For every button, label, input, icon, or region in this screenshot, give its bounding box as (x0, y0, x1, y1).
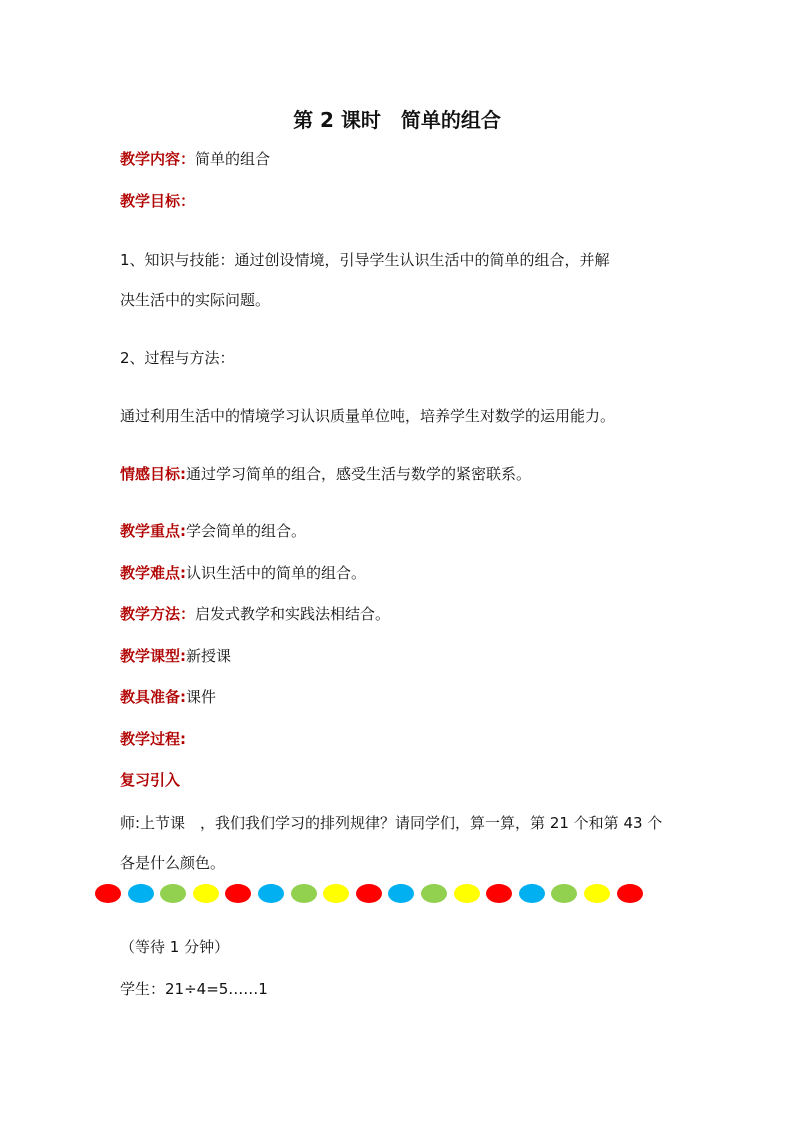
goal1-line1: 1、知识与技能：通过创设情境，引导学生认识生活中的简单的组合，并解 (120, 251, 610, 269)
goal1-line2: 决生活中的实际问题。 (120, 291, 271, 309)
teaching-content-text: 简单的组合 (195, 150, 271, 168)
method-text: 启发式教学和实践法相结合。 (195, 605, 391, 623)
emotion-goal-line (120, 464, 531, 484)
color-dot (486, 884, 512, 903)
color-dot (193, 884, 219, 903)
difficulty-label: 教学难点: (120, 564, 186, 582)
color-dot (95, 884, 121, 903)
tools-line (120, 687, 216, 707)
method-line (120, 604, 390, 624)
wait-line: （等待 1 分钟） (120, 938, 230, 956)
color-dot (454, 884, 480, 903)
color-dot (258, 884, 284, 903)
teacher-line2: 各是什么颜色。 (120, 854, 226, 872)
keypoint-label: 教学重点: (120, 522, 186, 540)
teaching-goals-label: 教学目标： (120, 192, 196, 210)
color-dot (519, 884, 545, 903)
color-dot (356, 884, 382, 903)
method-label: 教学方法： (120, 605, 196, 623)
color-dot (291, 884, 317, 903)
review-label: 复习引入 (120, 771, 181, 789)
lesson-type-line (120, 646, 231, 666)
color-dot (225, 884, 251, 903)
color-dot (388, 884, 414, 903)
tools-text: 课件 (186, 688, 217, 706)
emotion-goal-text: 通过学习简单的组合，感受生活与数学的紧密联系。 (186, 465, 532, 483)
student-line: 学生：21÷4=5……1 (120, 980, 268, 998)
process-label: 教学过程: (120, 730, 186, 748)
keypoint-line (120, 521, 306, 541)
color-dot (551, 884, 577, 903)
difficulty-line (120, 563, 366, 583)
process-line (120, 729, 186, 749)
color-dot (160, 884, 186, 903)
emotion-goal-label: 情感目标: (120, 465, 186, 483)
teaching-content-line (120, 149, 270, 169)
tools-label: 教具准备: (120, 688, 186, 706)
teaching-content-label: 教学内容： (120, 150, 196, 168)
goal2-heading: 2、过程与方法： (120, 349, 235, 367)
color-dot (421, 884, 447, 903)
page-title: 第 2 课时 简单的组合 (293, 108, 501, 132)
review-line (120, 770, 180, 790)
color-dot (584, 884, 610, 903)
teaching-goals-line (120, 191, 195, 211)
difficulty-text: 认识生活中的简单的组合。 (186, 564, 367, 582)
goal2-text: 通过利用生活中的情境学习认识质量单位吨，培养学生对数学的运用能力。 (120, 407, 616, 425)
teacher-line1: 师:上节课 ，我们我们学习的排列规律？请同学们，算一算，第 21 个和第 43 个 (120, 814, 663, 832)
lesson-type-label: 教学课型: (120, 647, 186, 665)
keypoint-text: 学会简单的组合。 (186, 522, 307, 540)
color-dot (128, 884, 154, 903)
lesson-type-text: 新授课 (186, 647, 232, 665)
color-dot (617, 884, 643, 903)
color-dot (323, 884, 349, 903)
